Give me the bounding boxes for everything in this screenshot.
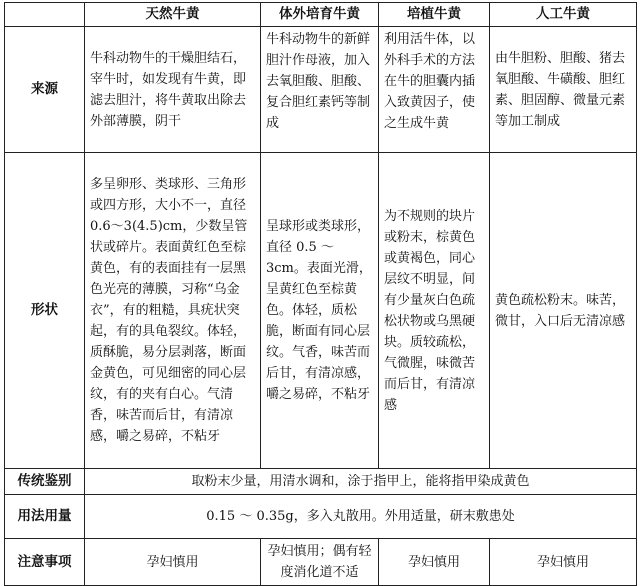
dosage-text: 0.15 ～ 0.35g，多入丸散用。外用适量，研末敷患处 (85, 495, 637, 539)
shape-in-vitro: 呈球形或类球形，直径 0.5 ～3cm。表面光滑，呈黄红色至棕黄色。体轻，质松脆，断面有同心层纹。气香，味苦而后甘，有清凉感，嚼之易碎，不粘牙 (261, 153, 379, 469)
header-in-vitro: 体外培育牛黄 (261, 3, 379, 27)
header-row (5, 3, 637, 27)
header-corner (5, 3, 85, 27)
shape-cultivated: 为不规则的块片或粉末，棕黄色或黄褐色，同心层纹不明显，间有少量灰白色疏松状物或乌黑硬块。质较疏松，气微腥，味微苦而后甘，有清凉感 (379, 153, 490, 469)
row-label-source: 来源 (5, 27, 85, 153)
shape-artificial: 黄色疏松粉末。味苦，微甘，入口后无清凉感 (490, 153, 637, 469)
header-artificial: 人工牛黄 (490, 3, 637, 27)
niuhuang-comparison-table (4, 2, 637, 586)
caution-row (5, 539, 637, 586)
header-natural: 天然牛黄 (85, 3, 261, 27)
dosage-row (5, 495, 637, 539)
caution-in-vitro: 孕妇慎用；偶有轻度消化道不适 (261, 539, 379, 586)
source-artificial: 由牛胆粉、胆酸、猪去氧胆酸、牛磺酸、胆红素、胆固醇、微量元素等加工制成 (490, 27, 637, 153)
row-label-dosage: 用法用量 (5, 495, 85, 539)
traditional-row (5, 469, 637, 495)
shape-natural: 多呈卵形、类球形、三角形或四方形，大小不一，直径 0.6～3(4.5)cm，少数呈管状或碎片。表面黄红色至棕黄色，有的表面挂有一层黑色光亮的薄膜，习称“乌金衣”，有的粗糙，具疣状突起，有的具龟裂纹。体轻，质酥脆，易分层剥落，断面金黄色，可见细密的同心层纹，有的夹有白心。气清香，味苦而后甘，有清凉感，嚼之易碎，不粘牙 (85, 153, 261, 469)
row-label-shape: 形状 (5, 153, 85, 469)
source-in-vitro: 牛科动物牛的新鲜胆汁作母液，加入去氧胆酸、胆酸、复合胆红素钙等制成 (261, 27, 379, 153)
caution-artificial: 孕妇慎用 (490, 539, 637, 586)
caution-cultivated: 孕妇慎用 (379, 539, 490, 586)
source-cultivated: 利用活牛体，以外科手术的方法在牛的胆囊内插入致黄因子，使之生成牛黄 (379, 27, 490, 153)
row-label-traditional: 传统鉴别 (5, 469, 85, 495)
source-natural: 牛科动物牛的干燥胆结石，宰牛时，如发现有牛黄，即滤去胆汁，将牛黄取出除去外部薄膜，阴干 (85, 27, 261, 153)
traditional-text: 取粉末少量，用清水调和，涂于指甲上，能将指甲染成黄色 (85, 469, 637, 495)
shape-row (5, 153, 637, 469)
caution-natural: 孕妇慎用 (85, 539, 261, 586)
header-cultivated: 培植牛黄 (379, 3, 490, 27)
source-row (5, 27, 637, 153)
row-label-caution: 注意事项 (5, 539, 85, 586)
